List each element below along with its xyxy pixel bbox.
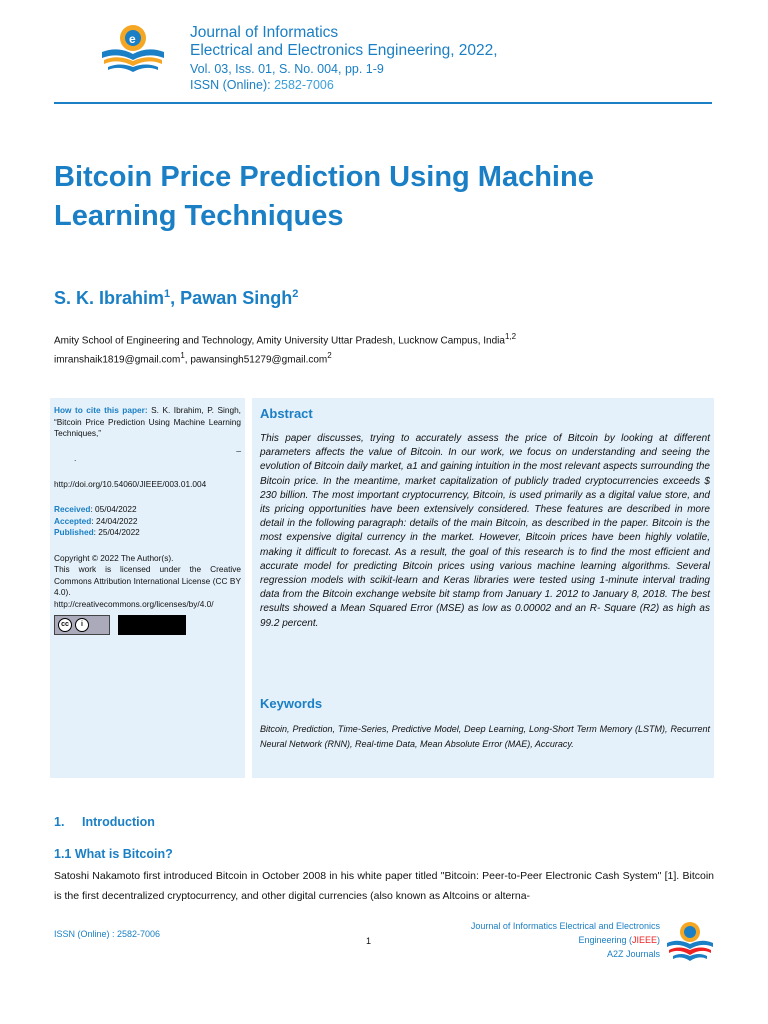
abstract-heading: Abstract bbox=[260, 406, 313, 421]
body-paragraph: Satoshi Nakamoto first introduced Bitcoin in October 2008 in his white paper titled "Bitcoin: Peer-to-Peer Electronic Cash System" [1]. Bitcoin is the first decentralized cryptocurrency, and other digital currencies (also known as Altcoins or alterna- bbox=[54, 870, 714, 902]
author-email-1[interactable]: imranshaik1819@gmail.com bbox=[54, 354, 181, 366]
page-number: 1 bbox=[366, 936, 372, 946]
author-email-2[interactable]: pawansingh51279@gmail.com bbox=[190, 354, 328, 366]
abstract-text: This paper discusses, trying to accurately assess the price of Bitcoin by looking at different parameters affects the value of Bitcoin. In our work, we focus on understanding and seeing the evolution of Bitcoin daily market, a1 and gaining intuition in the most relevant aspects surrounding the Bitcoin price. In the meantime, market capitalization of publicly traded cryptocurrencies exceeds $ 230 billion. The most important cryptocurrency, Bitcoin, is used primarily as a digital value store, and its pricing opportunities have been extensively considered. These features are described in more detail in the following paragraph: details of the main Bitcoin, as described in the paper. Bitcoin is the most expensive digital currency in the market. However, Bitcoin prices have been highly volatile, making it difficult to forecast. As a result, the goal of this research is to find the most efficient and accurate model for predicting Bitcoin prices using various machine learning algorithms. Several regression models with scikit-learn and Keras libraries were tested using 1-minute interval trading data from the Bitcoin exchange website bit stamp from January 1. 2012 to January 8, 2018. The best results showed a Mean Squared Error (MSE) as low as 0.00002 and an R- Square (R2) as high as 99.2 percent. bbox=[260, 433, 710, 629]
svg-text:e: e bbox=[129, 32, 136, 46]
footer-journal-logo-icon bbox=[664, 918, 716, 964]
journal-name-line2: Electrical and Electronics Engineering, 2022, bbox=[190, 42, 498, 59]
license-link[interactable]: http://creativecommons.org/licenses/by/4.0/ bbox=[54, 598, 214, 609]
redacted-block bbox=[118, 615, 186, 635]
paper-title: Bitcoin Price Prediction Using Machine Learning Techniques bbox=[54, 161, 594, 232]
doi-link[interactable]: http://doi.org/10.54060/JIEEE/003.01.004 bbox=[54, 478, 207, 489]
paper-authors: S. K. Ibrahim$^1$, Pawan Singh$^2$ bbox=[54, 288, 299, 308]
keywords-text: Bitcoin, Prediction, Time-Series, Predictive Model, Deep Learning, Long-Short Term Memory (LSTM), Recurrent Neural Network (RNN), Real-time Data, Mean Absolute Error (MAE), Accuracy. bbox=[260, 724, 710, 749]
journal-header bbox=[190, 24, 498, 93]
author-affiliation: Amity School of Engineering and Technology, Amity University Uttar Pradesh, Lucknow Campus, India$^{1,2}$ bbox=[54, 332, 517, 347]
cc-by-license-icon[interactable]: cc i bbox=[54, 615, 110, 635]
author-emails: imranshaik1819@gmail.com$^1$, pawansingh51279@gmail.com$^2$ bbox=[54, 351, 332, 366]
journal-logo-icon bbox=[96, 18, 170, 76]
journal-name-line1: Journal of Informatics bbox=[190, 24, 339, 41]
article-info-panel: How to cite this paper: S. K. Ibrahim, P. Singh, “Bitcoin Price Prediction Using Machine Learning Techniques,” _ . http://doi.org/10.54060/JIEEE/003.01.004 Received: 05/04/2022 Accepted: 24/04/2022 Published: 25/04/2022 Copyright © 2022 The Author(s). This work is licensed under the Creative Commons Attribution International License (CC BY 4.0). http://creativecommons.org/licenses/by/4.0/ cc i bbox=[50, 398, 245, 778]
citation: How to cite this paper: S. K. Ibrahim, P. Singh, “Bitcoin Price Prediction Using Machine Learning Techniques,” bbox=[54, 405, 241, 438]
journal-volume: Vol. 03, Iss. 01, S. No. 004, pp. 1-9 bbox=[190, 62, 384, 76]
abstract-panel bbox=[252, 398, 714, 778]
header-divider bbox=[54, 102, 712, 104]
copyright-notice: Copyright © 2022 The Author(s). This work is licensed under the Creative Commons Attribution International License (CC BY 4.0). http://creativecommons.org/licenses/by/4.0/ bbox=[54, 552, 241, 609]
footer-issn: ISSN (Online) : 2582-7006 bbox=[54, 929, 161, 939]
keywords-heading: Keywords bbox=[260, 696, 323, 711]
journal-issn: ISSN (Online): 2582-7006 bbox=[190, 78, 334, 92]
footer-journal: Journal of Informatics Electrical and Electronics Engineering (JIEEE) A2Z Journals bbox=[470, 921, 660, 959]
subsection-heading: 1.1 What is Bitcoin? bbox=[54, 847, 173, 861]
section-heading-introduction: 1. Introduction bbox=[54, 815, 155, 829]
article-dates: Received: 05/04/2022 Accepted: 24/04/2022 Published: 25/04/2022 bbox=[54, 504, 140, 537]
